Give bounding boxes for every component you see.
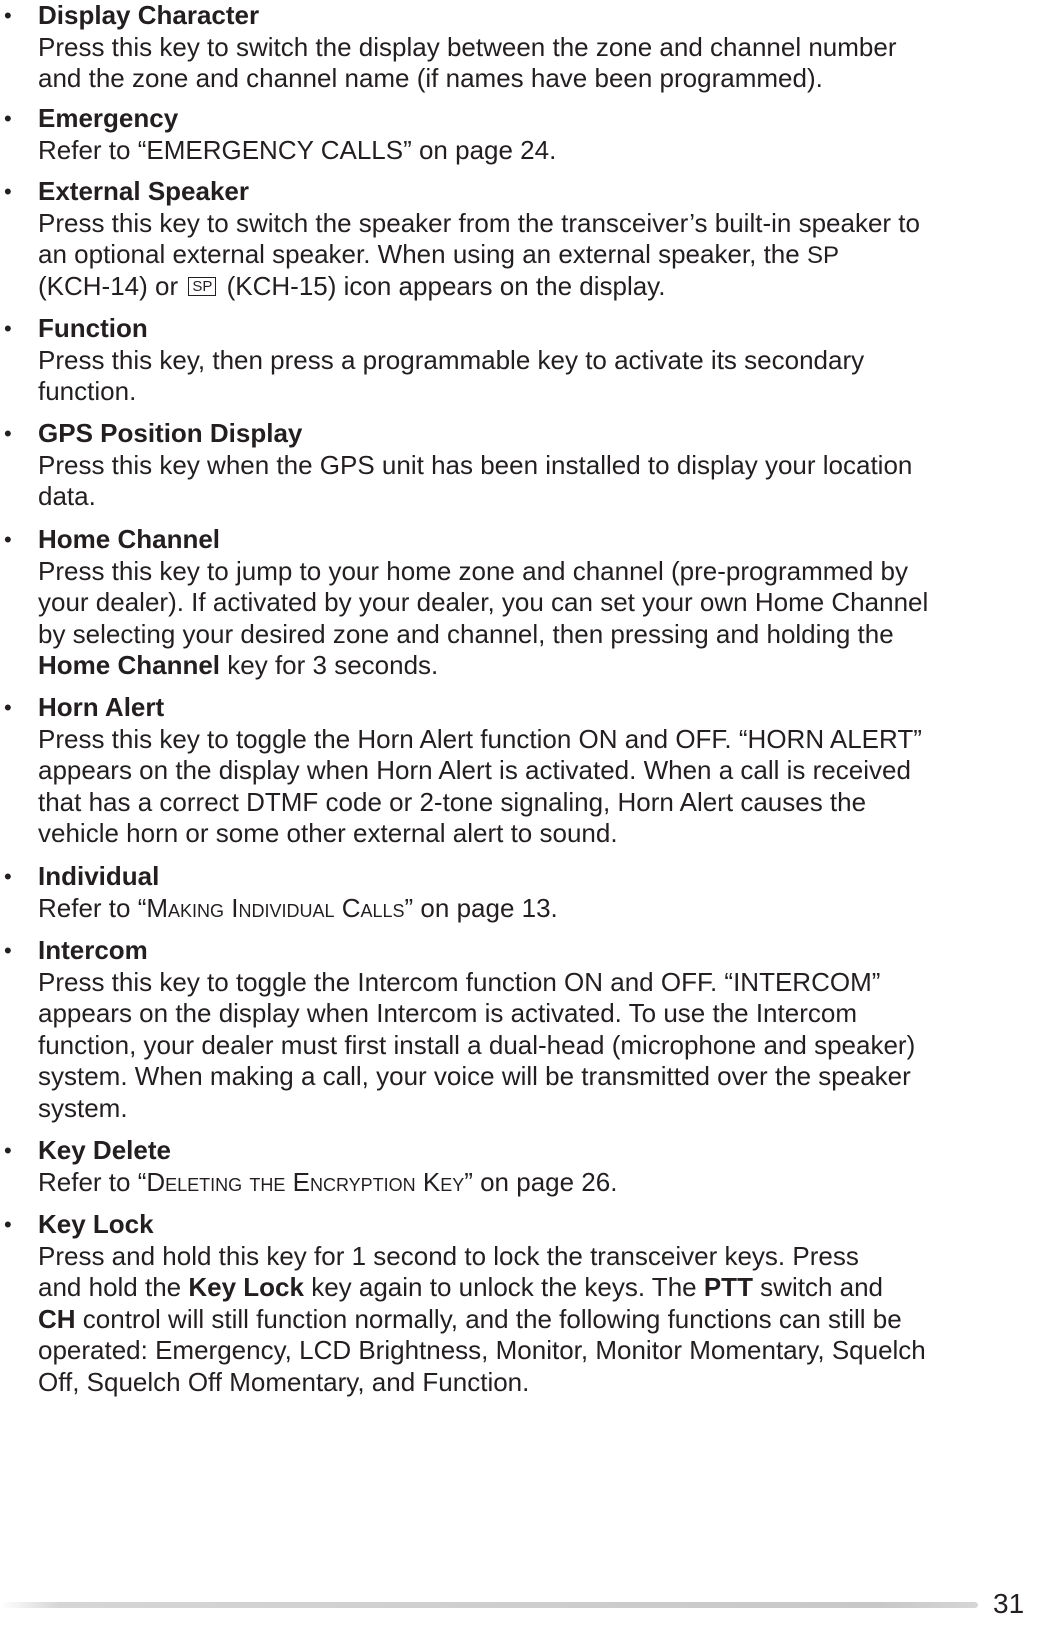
key-name: CH [38, 1303, 76, 1334]
description-line: your dealer). If activated by your dealer, you can set your own Home Channel [38, 587, 929, 617]
description-line: data. [38, 481, 96, 511]
description-line: Refer to “EMERGENCY CALLS” on page 24. [38, 134, 557, 165]
entry-description [38, 345, 1050, 408]
description-line: Press and hold this key for 1 second to lock the transceiver keys. Press [38, 1240, 859, 1271]
entry-title: External Speaker [38, 176, 250, 206]
description-line: function, your dealer must first install a dual-head (microphone and speaker) [38, 1029, 916, 1060]
entry-description [38, 208, 1050, 303]
description-line: appears on the display when Intercom is activated. To use the Intercom [38, 998, 857, 1028]
description-line: Press this key when the GPS unit has been installed to display your location [38, 449, 913, 480]
description-text: control will still function normally, and the following functions can still be [75, 1303, 902, 1334]
entry-title: Key Lock [38, 1209, 154, 1239]
bullet: • [4, 316, 12, 341]
description-text: key for 3 seconds. [220, 650, 439, 680]
description-line [38, 893, 1050, 925]
bullet: • [4, 421, 12, 446]
entry-description [38, 967, 1050, 1125]
entry-description [38, 32, 1050, 95]
section-reference: Making Individual Calls [146, 892, 405, 923]
entry-title: Intercom [38, 935, 148, 965]
description-line: Press this key to toggle the Horn Alert function ON and OFF. “HORN ALERT” [38, 723, 922, 754]
entry-title: Horn Alert [38, 692, 165, 722]
key-name: Home Channel [38, 650, 221, 680]
key-name: Key Lock [188, 1272, 304, 1302]
entry-description [38, 1167, 1050, 1199]
description-line: that has a correct DTMF code or 2-tone signaling, Horn Alert causes the [38, 786, 867, 817]
bullet: • [4, 938, 12, 963]
description-text: (KCH-14) or [38, 270, 179, 301]
bullet: • [4, 864, 12, 889]
section-reference: Deleting the Encryption Key [146, 1166, 465, 1197]
description-line: Press this key to switch the speaker from the transceiver’s built-in speaker to [38, 207, 920, 238]
entry-title: Key Delete [38, 1135, 171, 1165]
description-text: Refer to “ [38, 892, 147, 923]
description-line: Off, Squelch Off Momentary, and Function. [38, 1366, 530, 1397]
description-line [38, 271, 1050, 303]
key-name: PTT [703, 1272, 753, 1302]
entry-description [38, 135, 1050, 167]
description-line [38, 1304, 1050, 1336]
bullet: • [4, 179, 12, 204]
entry-description [38, 450, 1050, 513]
page-number: 31 [993, 1588, 1025, 1619]
description-line: vehicle horn or some other external alert to sound. [38, 818, 618, 848]
description-line [38, 650, 1050, 682]
description-text: and hold the [38, 1272, 189, 1302]
sp-boxed-speaker-icon: SP [188, 277, 216, 296]
description-line [38, 239, 1050, 271]
description-line: system. When making a call, your voice will be transmitted over the speaker [38, 1061, 911, 1091]
description-line: Press this key to jump to your home zone and channel (pre-programmed by [38, 555, 908, 586]
description-line: Press this key to toggle the Intercom function ON and OFF. “INTERCOM” [38, 966, 881, 997]
description-line: system. [38, 1092, 128, 1123]
description-text: an optional external speaker. When using an external speaker, the [38, 239, 800, 269]
bullet: • [4, 1138, 12, 1163]
description-text: key again to unlock the keys. The [303, 1272, 704, 1302]
entry-title: Home Channel [38, 524, 221, 554]
description-text: ” on page 13. [404, 892, 558, 923]
entry-title: Individual [38, 861, 160, 891]
description-line: and the zone and channel name (if names have been programmed). [38, 63, 823, 93]
description-line [38, 1167, 1050, 1199]
description-line: Press this key, then press a programmable key to activate its secondary [38, 344, 865, 375]
description-text: Refer to “ [38, 1166, 147, 1197]
bullet: • [4, 695, 12, 720]
entry-title: GPS Position Display [38, 418, 303, 448]
description-text: ” on page 26. [464, 1166, 618, 1197]
entry-title: Display Character [38, 0, 260, 30]
footer-rule [0, 1602, 978, 1608]
bullet: • [4, 527, 12, 552]
description-line: appears on the display when Horn Alert is activated. When a call is received [38, 755, 911, 785]
description-line [38, 1272, 1050, 1304]
description-text: switch and [752, 1272, 884, 1302]
description-line: Press this key to switch the display between the zone and channel number [38, 31, 897, 62]
entry-title: Emergency [38, 103, 179, 133]
entry-title: Function [38, 313, 148, 343]
sp-speaker-icon: SP [806, 242, 839, 269]
entry-description [38, 724, 1050, 850]
bullet: • [4, 1212, 12, 1237]
description-text: (KCH-15) icon appears on the display. [226, 270, 666, 301]
bullet: • [4, 106, 12, 131]
entry-description [38, 556, 1050, 682]
description-line: operated: Emergency, LCD Brightness, Monitor, Monitor Momentary, Squelch [38, 1335, 926, 1365]
bullet: • [4, 3, 12, 28]
entry-description [38, 893, 1050, 925]
description-line: function. [38, 376, 137, 406]
description-line: by selecting your desired zone and channel, then pressing and holding the [38, 618, 894, 649]
entry-description [38, 1241, 1050, 1399]
